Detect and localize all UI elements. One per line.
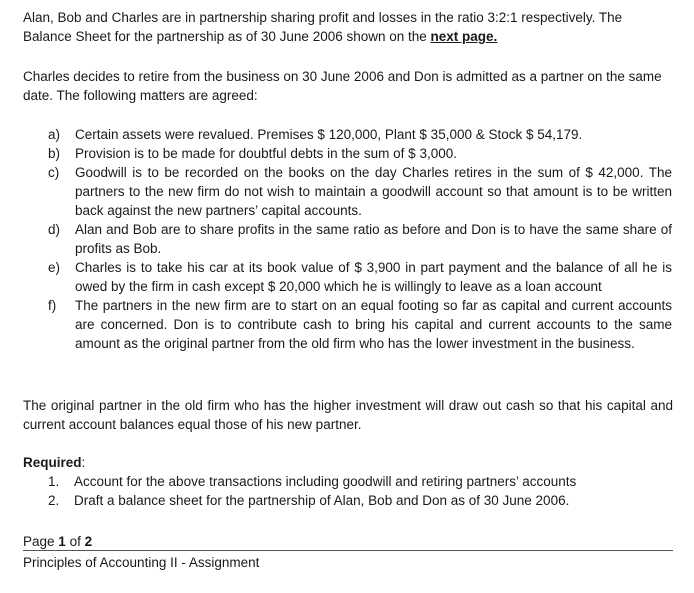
list-item-marker: c) xyxy=(48,165,60,180)
list-item-marker: f) xyxy=(48,298,57,313)
list-item xyxy=(48,472,668,491)
list-item xyxy=(48,491,668,510)
page-current: 1 xyxy=(58,534,66,549)
list-item xyxy=(48,258,672,296)
list-item-marker: d) xyxy=(48,222,61,237)
required-list xyxy=(48,472,668,510)
page-number xyxy=(23,532,92,551)
page-word: Page xyxy=(23,534,55,549)
list-item-marker: 1. xyxy=(48,474,60,489)
list-item-text: Alan and Bob are to share profits in the same ratio as before and Don is to have the same share of profits as Bob. xyxy=(75,222,672,256)
list-item-text: The partners in the new firm are to start on an equal footing so far as capital and current accounts are concerned. Don is to contribute cash to bring his capital and current accounts to the same amount as the original partner from the old firm who has the lower investment in the business. xyxy=(75,298,672,351)
of-word: of xyxy=(69,534,81,549)
list-item-marker: a) xyxy=(48,127,61,142)
required-heading xyxy=(23,453,85,472)
list-item-marker: 2. xyxy=(48,493,60,508)
intro-paragraph xyxy=(23,8,673,46)
retirement-paragraph: Charles decides to retire from the business on 30 June 2006 and Don is admitted as a partner on the same date. The following matters are agreed: xyxy=(23,69,662,103)
required-title: Required xyxy=(23,455,82,470)
list-item xyxy=(48,144,672,163)
footer-divider xyxy=(23,550,673,551)
list-item-text: Draft a balance sheet for the partnership of Alan, Bob and Don as of 30 June 2006. xyxy=(74,493,570,508)
higher-investment-paragraph: The original partner in the old firm who has the higher investment will draw out cash so that his capital and current account balances equal those of his new partner. xyxy=(23,398,673,432)
list-item-text: Certain assets were revalued. Premises $ 120,000, Plant $ 35,000 & Stock $ 54,179. xyxy=(75,127,583,142)
list-item-text: Goodwill is to be recorded on the books on the day Charles retires in the sum of $ 42,000. The partners to the new firm do not wish to maintain a goodwill account so that amount is to be written back against the new partners’ capital accounts. xyxy=(75,165,672,218)
list-item xyxy=(48,125,672,144)
list-item-text: Account for the above transactions including goodwill and retiring partners’ accounts xyxy=(74,474,577,489)
page-total: 2 xyxy=(84,534,93,549)
agreed-matters-list xyxy=(48,125,672,353)
list-item-marker: e) xyxy=(48,260,61,275)
list-item-marker: b) xyxy=(48,146,61,161)
list-item-text: Provision is to be made for doubtful debts in the sum of $ 3,000. xyxy=(75,146,457,161)
intro-text: Alan, Bob and Charles are in partnership sharing profit and losses in the ratio 3:2:1 respectively. The Balance Sheet for the partnership as of 30 June 2006 shown on the xyxy=(23,10,623,44)
course-title: Principles of Accounting II - Assignment xyxy=(23,555,260,570)
list-item xyxy=(48,163,672,220)
list-item-text: Charles is to take his car at its book value of $ 3,900 in part payment and the balance of all he is owed by the firm in cash except $ 20,000 which he is willingly to leave as a loan account xyxy=(75,260,672,294)
list-item xyxy=(48,220,672,258)
required-colon: : xyxy=(81,455,86,470)
next-page-link[interactable]: next page. xyxy=(430,29,498,44)
list-item xyxy=(48,296,672,353)
